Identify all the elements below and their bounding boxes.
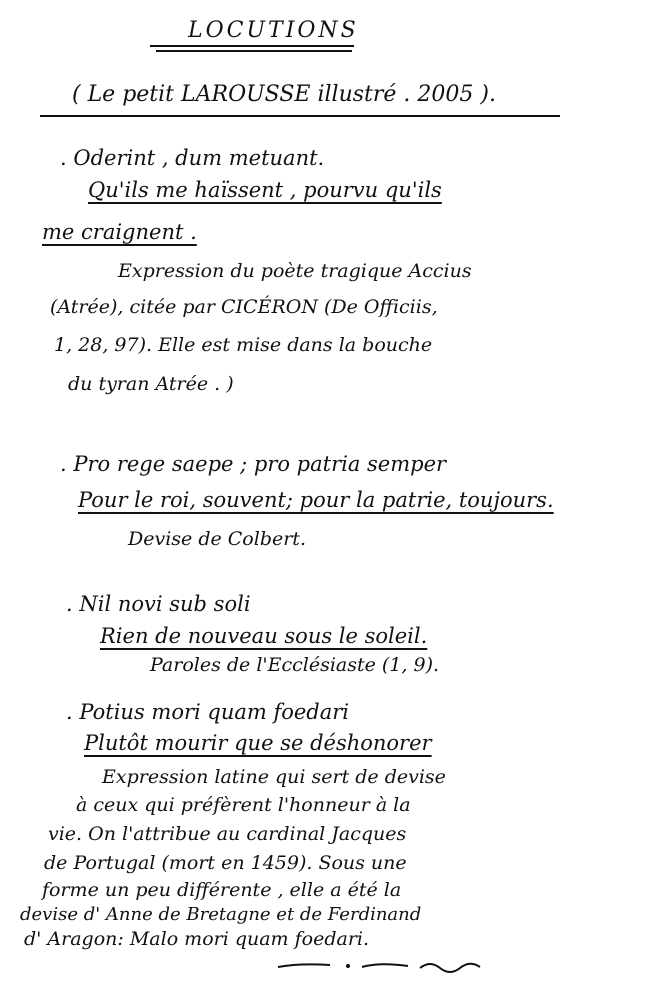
title-underline-1 [150, 45, 354, 47]
entry-3-latin: . Nil novi sub soli [66, 592, 251, 616]
entry-4-note-7: d' Aragon: Malo mori quam foedari. [24, 928, 370, 950]
entry-1-latin: . Oderint , dum metuant. [60, 146, 325, 170]
entry-4-latin: . Potius mori quam foedari [66, 700, 350, 724]
entry-4-translation: Plutôt mourir que se déshonorer [84, 731, 432, 755]
page-title: LOCUTIONS [188, 18, 359, 43]
entry-1-note-3: 1, 28, 97). Elle est mise dans la bouche [54, 334, 433, 356]
entry-3-translation: Rien de nouveau sous le soleil. [100, 624, 428, 648]
entry-4-note-1: Expression latine qui sert de devise [102, 766, 446, 788]
entry-2-translation: Pour le roi, souvent; pour la patrie, toujours. [78, 488, 554, 512]
title-underline-2 [156, 50, 352, 52]
entry-2-latin: . Pro rege saepe ; pro patria semper [60, 452, 447, 476]
entry-1-translation-1: Qu'ils me haïssent , pourvu qu'ils [88, 178, 442, 202]
entry-4-note-5: forme un peu différente , elle a été la [42, 879, 402, 901]
entry-4-note-4: de Portugal (mort en 1459). Sous une [44, 852, 407, 874]
entry-3-note: Paroles de l'Ecclésiaste (1, 9). [150, 654, 440, 676]
closing-flourish [270, 955, 500, 975]
entry-1-note-4: du tyran Atrée . ) [68, 373, 234, 395]
entry-1-note-2: (Atrée), citée par CICÉRON (De Officiis, [50, 296, 438, 318]
source-line: ( Le petit LAROUSSE illustré . 2005 ). [72, 82, 496, 107]
entry-4-note-2: à ceux qui préfèrent l'honneur à la [76, 794, 411, 816]
source-underline [40, 115, 560, 117]
entry-1-note-1: Expression du poète tragique Accius [118, 260, 472, 282]
entry-2-note: Devise de Colbert. [128, 528, 306, 550]
entry-4-note-6: devise d' Anne de Bretagne et de Ferdinand [20, 904, 422, 925]
entry-4-note-3: vie. On l'attribue au cardinal Jacques [48, 823, 407, 845]
entry-1-translation-2: me craignent . [42, 220, 197, 244]
